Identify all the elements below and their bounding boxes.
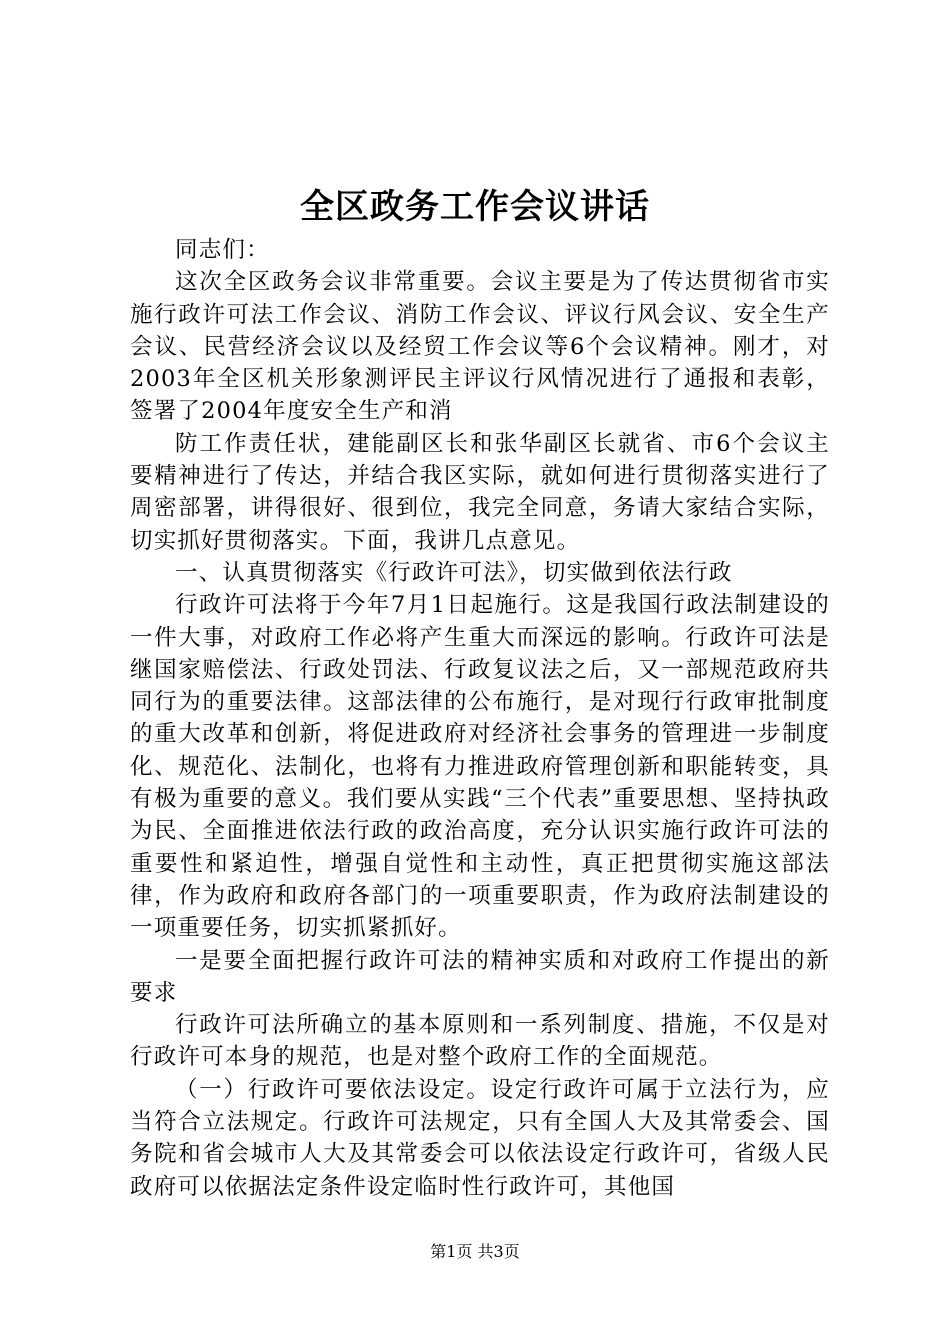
- body-paragraph: （一）行政许可要依法设定。设定行政许可属于立法行为，应当符合立法规定。行政许可法规定，只有全国人大及其常委会、国务院和省会城市人大及其常委会可以依法设定行政许可，省级人民政府可以依据法定条件设定临时性行政许可，其他国: [130, 1076, 830, 1200]
- body-paragraph: 行政许可法所确立的基本原则和一系列制度、措施，不仅是对行政许可本身的规范，也是对整个政府工作的全面规范。: [130, 1012, 830, 1071]
- page-footer: 第1页 共3页: [430, 1242, 520, 1261]
- salutation-paragraph: 同志们：: [175, 237, 270, 263]
- body-paragraph: 行政许可法将于今年7月1日起施行。这是我国行政法制建设的一件大事，对政府工作必将产生重大而深远的影响。行政许可法是继国家赔偿法、行政处罚法、行政复议法之后，又一部规范政府共同行为的重要法律。这部法律的公布施行，是对现行行政审批制度的重大改革和创新，将促进政府对经济社会事务的管理进一步制度化、规范化、法制化，也将有力推进政府管理创新和职能转变，具有极为重要的意义。我们要从实践“三个代表”重要思想、坚持执政为民、全面推进依法行政的政治高度，充分认识实施行政许可法的重要性和紧迫性，增强自觉性和主动性，真正把贯彻实施这部法律，作为政府和政府各部门的一项重要职责，作为政府法制建设的一项重要任务，切实抓紧抓好。: [130, 592, 830, 942]
- document-title: 全区政务工作会议讲话: [300, 187, 650, 227]
- section-heading: 一、认真贯彻落实《行政许可法》，切实做到依法行政: [175, 559, 733, 586]
- document-body: [130, 234, 830, 1203]
- subsection-heading: 一是要全面把握行政许可法的精神实质和对政府工作提出的新要求: [130, 947, 830, 1006]
- body-paragraph: 防工作责任状，建能副区长和张华副区长就省、市6个会议主要精神进行了传达，并结合我区实际，就如何进行贯彻落实进行了周密部署，讲得很好、很到位，我完全同意，务请大家结合实际，切实抓好贯彻落实。下面，我讲几点意见。: [130, 430, 830, 554]
- body-paragraph: 这次全区政务会议非常重要。会议主要是为了传达贯彻省市实施行政许可法工作会议、消防工作会议、评议行风会议、安全生产会议、民营经济会议以及经贸工作会议等6个会议精神。刚才，对2003年全区机关形象测评民主评议行风情况进行了通报和表彰，签署了2004年度安全生产和消: [130, 269, 830, 425]
